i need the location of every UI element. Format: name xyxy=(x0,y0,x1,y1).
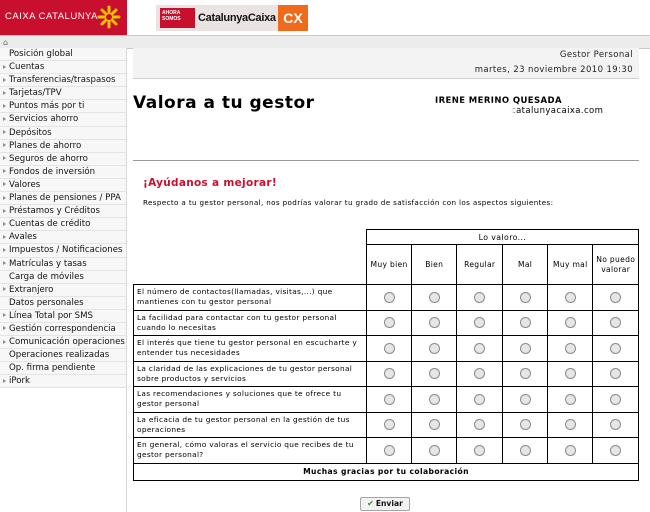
radio-cell xyxy=(366,387,411,413)
radio-cell xyxy=(503,361,548,387)
rating-radio[interactable] xyxy=(429,445,440,456)
rating-radio[interactable] xyxy=(520,343,531,354)
question-row xyxy=(134,336,639,362)
rating-radio[interactable] xyxy=(384,292,395,303)
rating-radio[interactable] xyxy=(520,394,531,405)
cta-heading: ¡Ayúdanos a mejorar! xyxy=(143,177,277,189)
rating-radio[interactable] xyxy=(384,368,395,379)
rating-radio[interactable] xyxy=(565,368,576,379)
ad-ahora-somos-badge xyxy=(160,8,195,28)
rating-radio[interactable] xyxy=(610,292,621,303)
rating-radio[interactable] xyxy=(610,343,621,354)
sidebar-item[interactable]: Comunicación operaciones xyxy=(0,336,126,349)
radio-cell xyxy=(457,361,503,387)
rating-radio[interactable] xyxy=(474,317,485,328)
radio-cell xyxy=(593,336,639,362)
sidebar-item[interactable]: Valores xyxy=(0,179,126,192)
rating-radio[interactable] xyxy=(474,394,485,405)
radio-cell xyxy=(548,412,593,438)
radio-cell xyxy=(548,336,593,362)
question-text: La claridad de las explicaciones de tu gestor personal sobre productos y servicios xyxy=(134,361,367,387)
sidebar-item[interactable]: Carga de móviles xyxy=(0,271,126,284)
question-text: El interés que tiene tu gestor personal en escucharte y entender tus necesidades xyxy=(134,336,367,362)
rating-radio[interactable] xyxy=(384,343,395,354)
rating-radio[interactable] xyxy=(610,317,621,328)
rating-radio[interactable] xyxy=(610,419,621,430)
rating-radio[interactable] xyxy=(565,343,576,354)
sidebar-item[interactable]: Datos personales xyxy=(0,297,126,310)
rating-radio[interactable] xyxy=(429,394,440,405)
question-row xyxy=(134,412,639,438)
radio-cell xyxy=(457,438,503,464)
radio-cell xyxy=(412,336,457,362)
radio-cell xyxy=(593,285,639,311)
ad-ahora-somos-text: AHORA SOMOS xyxy=(162,10,181,22)
radio-cell xyxy=(503,285,548,311)
table-corner xyxy=(134,230,367,245)
radio-cell xyxy=(503,438,548,464)
option-header: Bien xyxy=(412,245,457,285)
question-row xyxy=(134,438,639,464)
radio-cell xyxy=(366,438,411,464)
rating-radio[interactable] xyxy=(520,445,531,456)
logo-mark-icon xyxy=(96,4,122,30)
radio-cell xyxy=(412,285,457,311)
rating-radio[interactable] xyxy=(610,445,621,456)
option-header: No puedo valorar xyxy=(593,245,639,285)
question-row xyxy=(134,387,639,413)
rating-radio[interactable] xyxy=(565,419,576,430)
sidebar-item[interactable]: Cuentas de crédito xyxy=(0,218,126,231)
divider xyxy=(133,160,639,161)
sidebar-item[interactable]: Seguros de ahorro xyxy=(0,153,126,166)
top-toolbar xyxy=(0,35,650,49)
radio-cell xyxy=(412,412,457,438)
rating-radio[interactable] xyxy=(520,368,531,379)
radio-cell xyxy=(366,310,411,336)
radio-cell xyxy=(503,310,548,336)
question-row xyxy=(134,310,639,336)
radio-cell xyxy=(457,336,503,362)
sidebar-item[interactable]: Impuestos / Notificaciones xyxy=(0,244,126,257)
radio-cell xyxy=(593,438,639,464)
radio-cell xyxy=(366,285,411,311)
radio-cell xyxy=(457,387,503,413)
rating-radio[interactable] xyxy=(429,343,440,354)
rating-radio[interactable] xyxy=(429,419,440,430)
sidebar-item[interactable]: Operaciones realizadas xyxy=(0,349,126,362)
rating-radio[interactable] xyxy=(429,292,440,303)
section-name: Gestor Personal xyxy=(559,50,633,60)
question-text: La eficacia de tu gestor personal en la gestión de tus operaciones xyxy=(134,412,367,438)
home-icon[interactable]: ⌂ xyxy=(3,38,9,47)
radio-cell xyxy=(548,310,593,336)
sidebar-item[interactable]: Tarjetas/TPV xyxy=(0,87,126,100)
radio-cell xyxy=(366,336,411,362)
option-header: Muy bien xyxy=(366,245,411,285)
main-content xyxy=(133,48,639,512)
rating-radio[interactable] xyxy=(384,317,395,328)
thanks-row: Muchas gracias por tu colaboración xyxy=(134,463,639,480)
rating-radio[interactable] xyxy=(610,394,621,405)
radio-cell xyxy=(593,310,639,336)
sidebar-item[interactable]: Matrículas y tasas xyxy=(0,258,126,271)
radio-cell xyxy=(412,438,457,464)
rating-radio[interactable] xyxy=(565,317,576,328)
radio-cell xyxy=(548,361,593,387)
sidebar-item[interactable]: Posición global xyxy=(0,48,126,61)
rating-radio[interactable] xyxy=(474,292,485,303)
cx-badge[interactable]: CX xyxy=(278,5,308,31)
rating-radio[interactable] xyxy=(565,394,576,405)
send-button-label: Enviar xyxy=(375,499,403,508)
date-time: martes, 23 noviembre 2010 19:30 xyxy=(474,65,633,75)
rating-radio[interactable] xyxy=(565,445,576,456)
rating-radio[interactable] xyxy=(474,368,485,379)
option-header: Mal xyxy=(503,245,548,285)
page-title: Valora a tu gestor xyxy=(133,93,315,113)
sidebar-item[interactable]: Línea Total por SMS xyxy=(0,310,126,323)
group-header: Lo valoro... xyxy=(366,230,638,245)
caixa-catalunya-logo[interactable] xyxy=(0,0,127,35)
question-text: La facilidad para contactar con tu gestor personal cuando lo necesitas xyxy=(134,310,367,336)
radio-cell xyxy=(548,387,593,413)
info-strip xyxy=(133,48,639,79)
sidebar-item[interactable]: Op. firma pendiente xyxy=(0,362,126,375)
sidebar-item[interactable]: Puntos más por ti xyxy=(0,100,126,113)
sidebar-item[interactable]: Extranjero xyxy=(0,284,126,297)
radio-cell xyxy=(503,387,548,413)
send-button[interactable] xyxy=(360,497,410,511)
sidebar-menu xyxy=(0,48,127,512)
manager-name: IRENE MERINO QUESADA xyxy=(435,96,562,106)
redaction-mask xyxy=(431,107,511,125)
rating-radio[interactable] xyxy=(474,343,485,354)
question-row xyxy=(134,285,639,311)
option-header: Regular xyxy=(457,245,503,285)
rating-table xyxy=(133,229,639,481)
rating-radio[interactable] xyxy=(474,445,485,456)
radio-cell xyxy=(366,412,411,438)
top-header xyxy=(0,0,650,35)
sidebar-item[interactable]: Gestión correspondencia xyxy=(0,323,126,336)
radio-cell xyxy=(503,412,548,438)
radio-cell xyxy=(548,438,593,464)
check-icon: ✔ xyxy=(367,499,374,508)
sidebar-item[interactable]: Depósitos xyxy=(0,127,126,140)
sidebar-item[interactable]: Servicios ahorro xyxy=(0,113,126,126)
sidebar-item[interactable]: Transferencias/traspasos xyxy=(0,74,126,87)
question-text: En general, cómo valoras el servicio que recibes de tu gestor personal? xyxy=(134,438,367,464)
sidebar-item[interactable]: Planes de pensiones / PPA xyxy=(0,192,126,205)
sidebar-item[interactable]: Préstamos y Créditos xyxy=(0,205,126,218)
rating-radio[interactable] xyxy=(520,317,531,328)
radio-cell xyxy=(503,336,548,362)
rating-radio[interactable] xyxy=(520,292,531,303)
sidebar-item[interactable]: Fondos de inversión xyxy=(0,166,126,179)
rating-radio[interactable] xyxy=(429,368,440,379)
ad-brand-text: CatalunyaCaixa xyxy=(198,12,276,24)
question-text: El número de contactos(llamadas, visitas,...) que mantienes con tu gestor personal xyxy=(134,285,367,311)
rating-radio[interactable] xyxy=(610,368,621,379)
intro-text: Respecto a tu gestor personal, nos podrías valorar tu grado de satisfacción con los aspectos siguientes: xyxy=(143,198,554,207)
question-row xyxy=(134,361,639,387)
radio-cell xyxy=(593,387,639,413)
manager-email-domain: catalunyacaixa.com xyxy=(511,106,604,116)
sidebar-item[interactable]: Planes de ahorro xyxy=(0,140,126,153)
radio-cell xyxy=(412,310,457,336)
table-corner-2 xyxy=(134,245,367,285)
rating-radio[interactable] xyxy=(384,445,395,456)
radio-cell xyxy=(593,361,639,387)
radio-cell xyxy=(548,285,593,311)
radio-cell xyxy=(457,310,503,336)
rating-radio[interactable] xyxy=(384,394,395,405)
rating-radio[interactable] xyxy=(429,317,440,328)
radio-cell xyxy=(593,412,639,438)
radio-cell xyxy=(366,361,411,387)
radio-cell xyxy=(457,412,503,438)
option-header: Muy mal xyxy=(548,245,593,285)
logo-text: CAIXA CATALUNYA xyxy=(5,11,99,22)
rating-radio[interactable] xyxy=(565,292,576,303)
question-text: Las recomendaciones y soluciones que te ofrece tu gestor personal xyxy=(134,387,367,413)
sidebar-item[interactable]: Cuentas xyxy=(0,61,126,74)
radio-cell xyxy=(457,285,503,311)
sidebar-item[interactable]: iPork xyxy=(0,375,126,388)
rating-radio[interactable] xyxy=(520,419,531,430)
rating-radio[interactable] xyxy=(474,419,485,430)
radio-cell xyxy=(412,387,457,413)
rating-radio[interactable] xyxy=(384,419,395,430)
radio-cell xyxy=(412,361,457,387)
sidebar-item[interactable]: Avales xyxy=(0,231,126,244)
